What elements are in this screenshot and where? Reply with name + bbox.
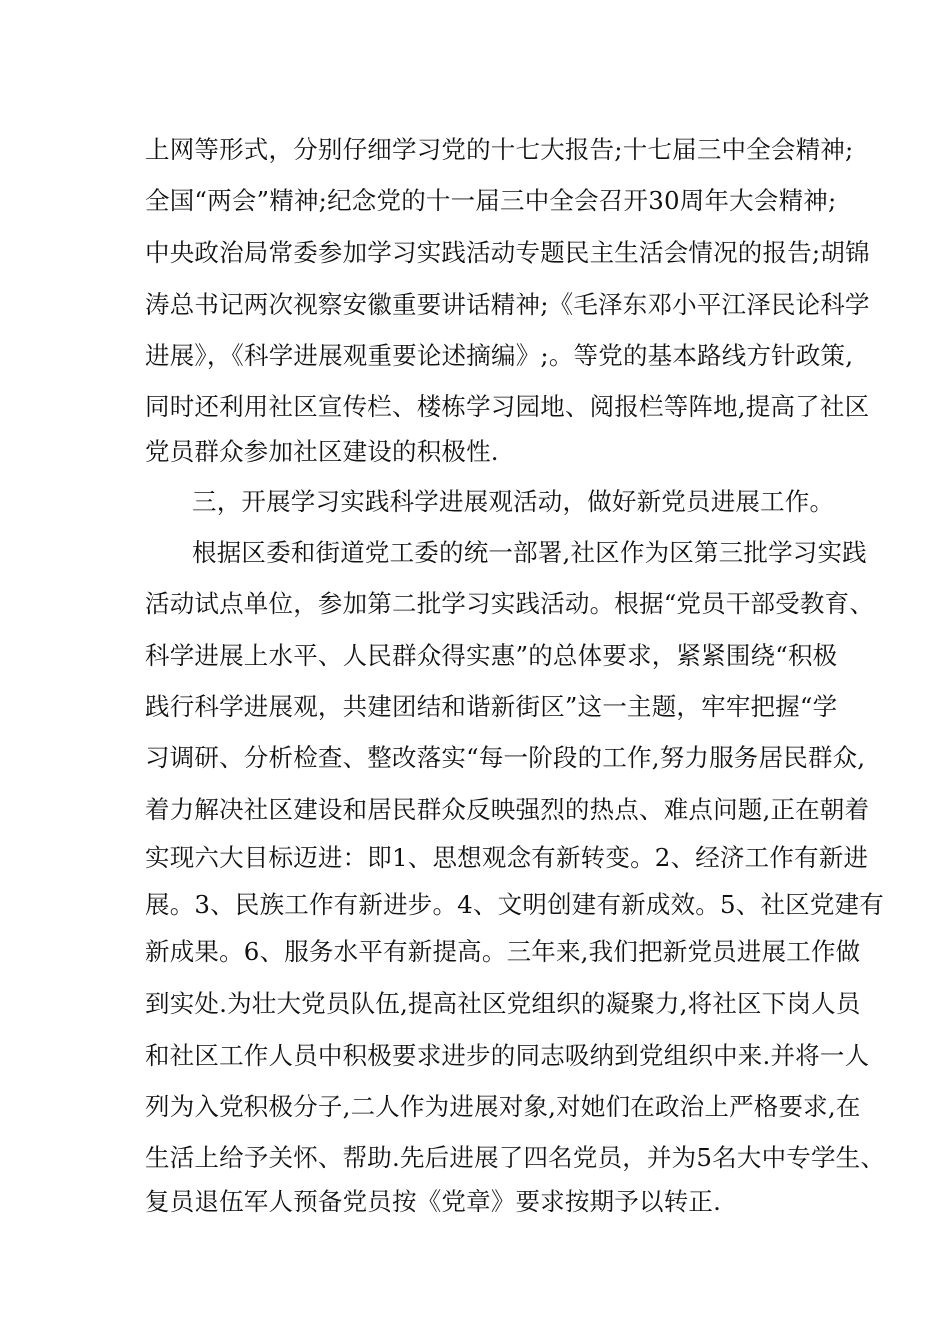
text-line: 复员退伍军人预备党员按《党章》要求按期予以转正. — [145, 1187, 722, 1216]
text-line: 展。3、民族工作有新进步。4、文明创建有新成效。5、社区党建有 — [145, 890, 884, 919]
text-line: 列为入党积极分子,二人作为进展对象,对她们在政治上严格要求,在 — [145, 1092, 861, 1121]
text-line: 进展》，《科学进展观重要论述摘编》;。等党的基本路线方针政策, — [145, 341, 854, 370]
text-line: 同时还利用社区宣传栏、楼栋学习园地、阅报栏等阵地,提高了社区 — [145, 392, 870, 421]
text-line: 生活上给予关怀、帮助.先后进展了四名党员，并为5名大中专学生、 — [145, 1143, 886, 1172]
text-line: 习调研、分析检查、整改落实“每一阶段的工作,努力服务居民群众, — [145, 743, 866, 772]
text-line: 科学进展上水平、人民群众得实惠”的总体要求，紧紧围绕“积极 — [145, 641, 838, 670]
text-line: 中央政治局常委参加学习实践活动专题民主生活会情况的报告;胡锦 — [145, 238, 870, 267]
section-heading: 三，开展学习实践科学进展观活动，做好新党员进展工作。 — [192, 487, 835, 516]
text-line: 着力解决社区建设和居民群众反映强烈的热点、难点问题,正在朝着 — [145, 795, 870, 824]
text-line: 到实处.为壮大党员队伍,提高社区党组织的凝聚力,将社区下岗人员 — [145, 989, 861, 1018]
text-line: 践行科学进展观，共建团结和谐新街区”这一主题，牢牢把握“学 — [145, 692, 838, 721]
text-line: 上网等形式，分别仔细学习党的十七大报告;十七届三中全会精神; — [145, 135, 854, 164]
text-line: 党员群众参加社区建设的积极性. — [145, 437, 499, 466]
text-line: 新成果。6、服务水平有新提高。三年来,我们把新党员进展工作做 — [145, 937, 861, 966]
text-line: 全国“两会”精神;纪念党的十一届三中全会召开30周年大会精神; — [145, 186, 837, 215]
text-line: 实现六大目标迈进：即1、思想观念有新转变。2、经济工作有新进 — [145, 843, 869, 872]
text-line: 根据区委和街道党工委的统一部署,社区作为区第三批学习实践 — [192, 538, 867, 567]
text-line: 涛总书记两次视察安徽重要讲话精神;《毛泽东邓小平江泽民论科学 — [145, 290, 870, 319]
text-line: 和社区工作人员中积极要求进步的同志吸纳到党组织中来.并将一人 — [145, 1041, 870, 1070]
text-line: 活动试点单位，参加第二批学习实践活动。根据“党员干部受教育、 — [145, 589, 875, 618]
